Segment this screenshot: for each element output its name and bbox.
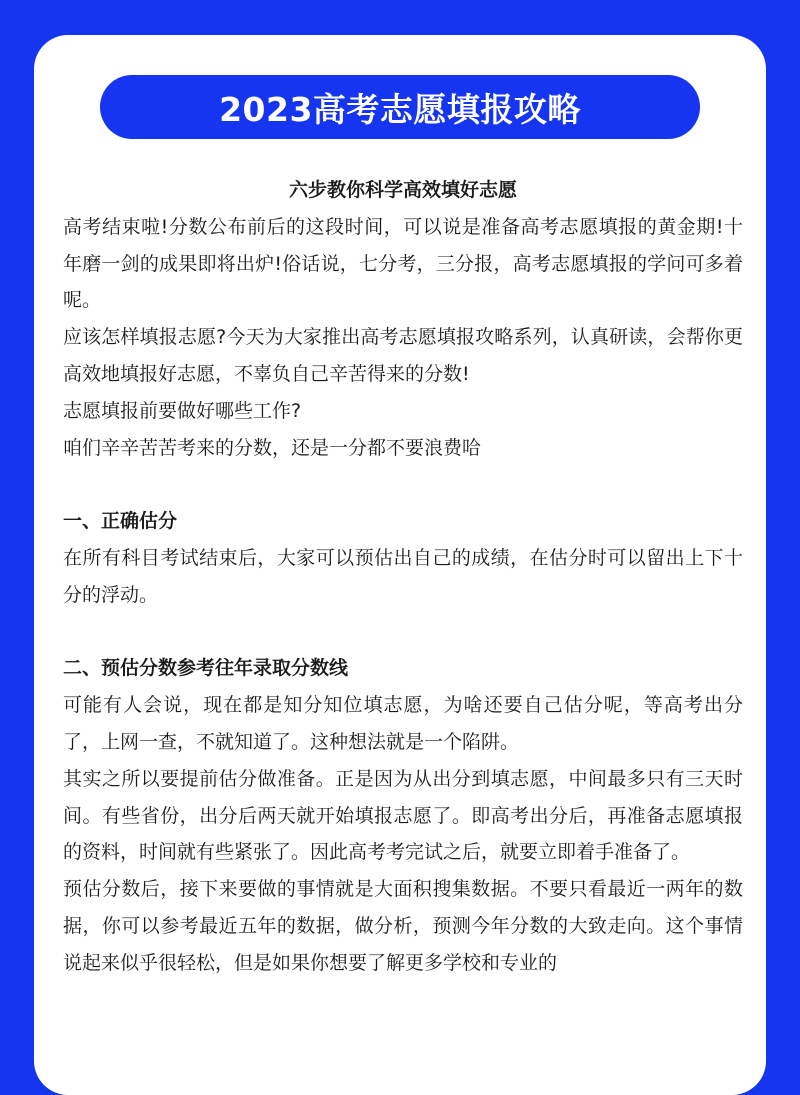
section-2-paragraph: 其实之所以要提前估分做准备。正是因为从出分到填志愿，中间最多只有三天时间。有些省份，出分后两天就开始填报志愿了。即高考出分后，再准备志愿填报的资料，时间就有些紧张了。因此高考考完试之后，就要立即着手准备了。 — [63, 767, 743, 864]
title-banner — [100, 75, 700, 139]
article-body — [63, 172, 743, 982]
page-title: 2023高考志愿填报攻略 — [219, 89, 581, 129]
section-heading-1: 一、正确估分 — [63, 510, 178, 533]
article-card — [34, 35, 766, 1095]
section-heading-2: 二、预估分数参考往年录取分数线 — [63, 657, 349, 680]
intro-paragraph: 咱们辛辛苦苦考来的分数，还是一分都不要浪费哈 — [63, 436, 482, 459]
section-1-paragraph: 在所有科目考试结束后，大家可以预估出自己的成绩，在估分时可以留出上下十分的浮动。 — [63, 546, 743, 606]
article-subtitle: 六步教你科学高效填好志愿 — [288, 179, 517, 201]
section-2-paragraph: 可能有人会说，现在都是知分知位填志愿，为啥还要自己估分呢，等高考出分了，上网一查，不就知道了。这种想法就是一个陷阱。 — [63, 694, 743, 753]
intro-paragraph: 高考结束啦!分数公布前后的这段时间，可以说是准备高考志愿填报的黄金期!十年磨一剑的成果即将出炉!俗话说，七分考，三分报，高考志愿填报的学问可多着呢。 — [63, 215, 743, 312]
intro-paragraph: 志愿填报前要做好哪些工作? — [63, 399, 302, 422]
intro-paragraph: 应该怎样填报志愿?今天为大家推出高考志愿填报攻略系列，认真研读，会帮你更高效地填报好志愿，不辜负自己辛苦得来的分数! — [63, 326, 743, 385]
section-2-paragraph: 预估分数后，接下来要做的事情就是大面积搜集数据。不要只看最近一两年的数据，你可以参考最近五年的数据，做分析，预测今年分数的大致走向。这个事情说起来似乎很轻松，但是如果你想要了解更多学校和专业的 — [63, 878, 743, 974]
